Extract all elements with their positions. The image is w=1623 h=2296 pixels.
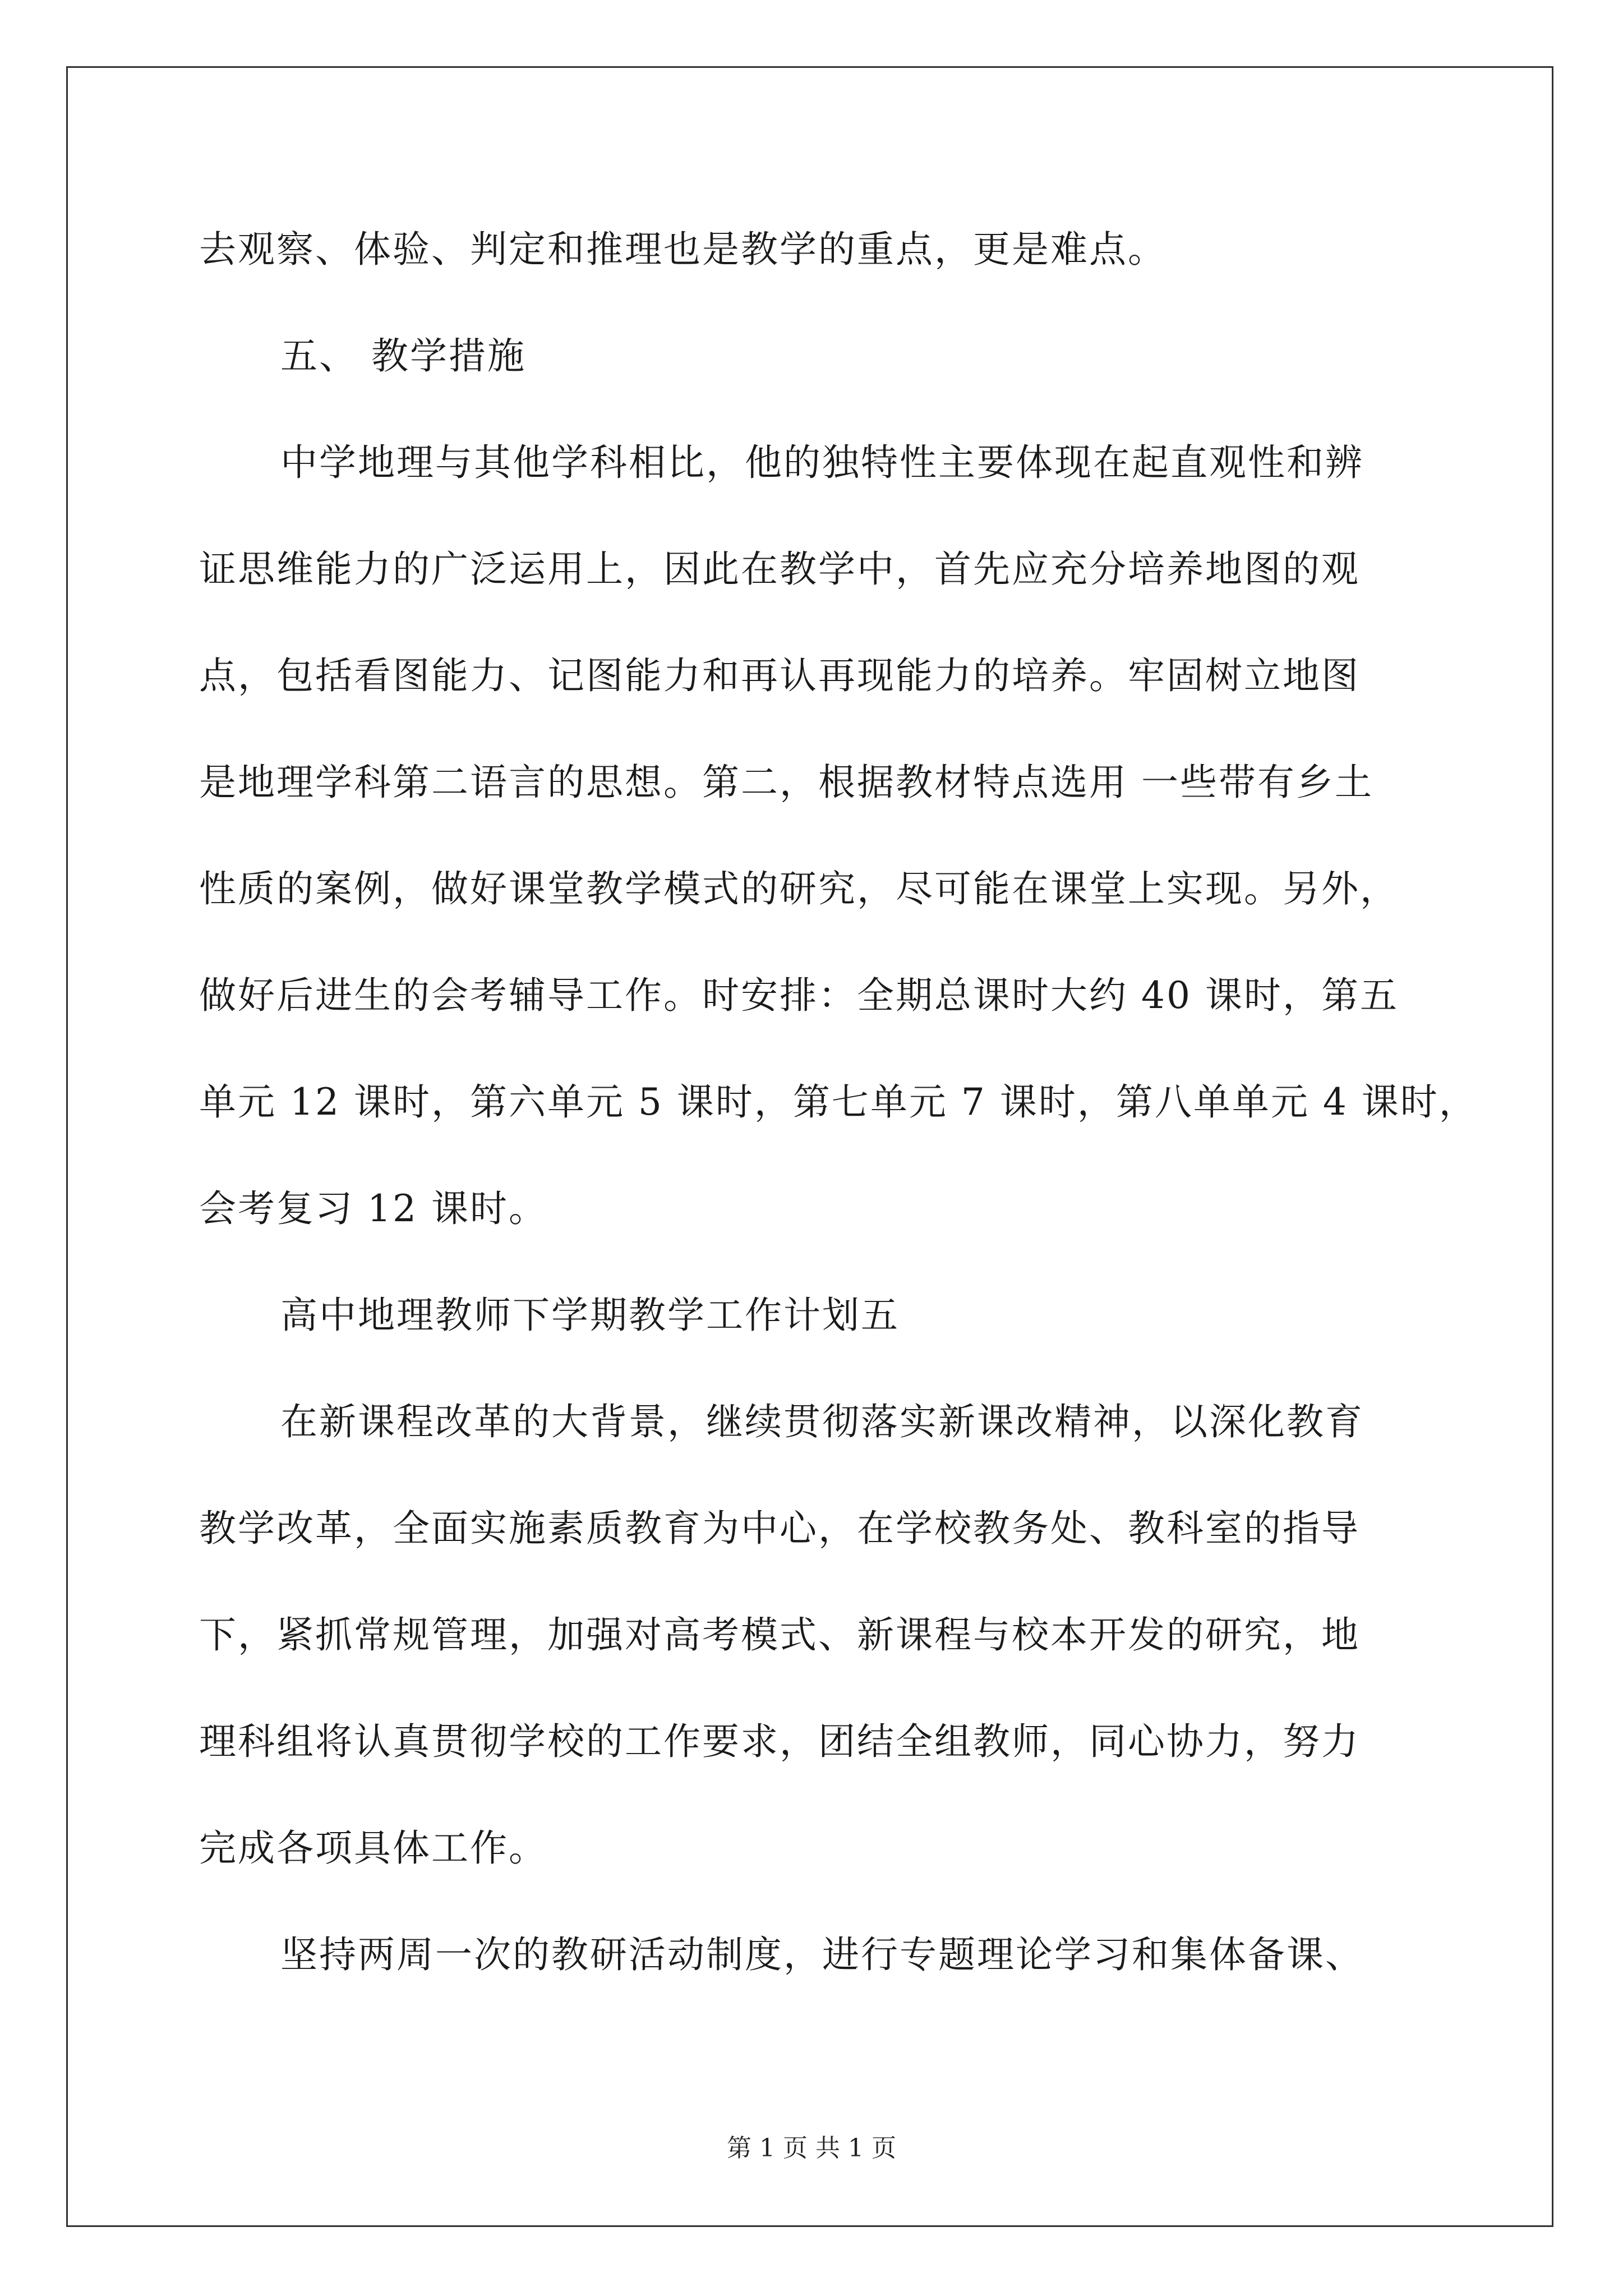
text-line-8: 做好后进生的会考辅导工作。时安排：全期总课时大约 40 课时，第五	[199, 974, 1399, 1017]
section-heading-teaching-measures: 五、 教学措施	[280, 334, 526, 378]
page-border	[66, 66, 1553, 2227]
text-line-17: 坚持两周一次的教研活动制度，进行专题理论学习和集体备课、	[280, 1933, 1364, 1976]
text-line-5: 点，包括看图能力、记图能力和再认再现能力的培养。牢固树立地图	[199, 654, 1360, 697]
text-line-6: 是地理学科第二语言的思想。第二，根据教材特点选用 一些带有乡土	[199, 761, 1373, 804]
text-line-4: 证思维能力的广泛运用上，因此在教学中，首先应充分培养地图的观	[199, 547, 1360, 591]
section-title-plan-five: 高中地理教师下学期教学工作计划五	[280, 1294, 900, 1337]
text-line-12: 在新课程改革的大背景，继续贯彻落实新课改精神，以深化教育	[280, 1400, 1364, 1443]
text-line-13: 教学改革，全面实施素质教育为中心，在学校教务处、教科室的指导	[199, 1507, 1360, 1550]
text-line-14: 下，紧抓常规管理，加强对高考模式、新课程与校本开发的研究，地	[199, 1613, 1360, 1657]
text-line-15: 理科组将认真贯彻学校的工作要求，团结全组教师，同心协力，努力	[199, 1720, 1360, 1763]
text-line-7: 性质的案例，做好课堂教学模式的研究，尽可能在课堂上实现。另外，	[199, 867, 1399, 910]
text-line-10: 会考复习 12 课时。	[199, 1187, 547, 1230]
text-line-9: 单元 12 课时，第六单元 5 课时，第七单元 7 课时，第八单单元 4 课时，	[199, 1080, 1478, 1124]
page-number-footer: 第 1 页 共 1 页	[727, 2134, 896, 2162]
text-line-1: 去观察、体验、判定和推理也是教学的重点，更是难点。	[199, 228, 1166, 271]
text-line-16: 完成各项具体工作。	[199, 1826, 547, 1870]
text-line-3: 中学地理与其他学科相比，他的独特性主要体现在起直观性和辨	[280, 441, 1364, 484]
